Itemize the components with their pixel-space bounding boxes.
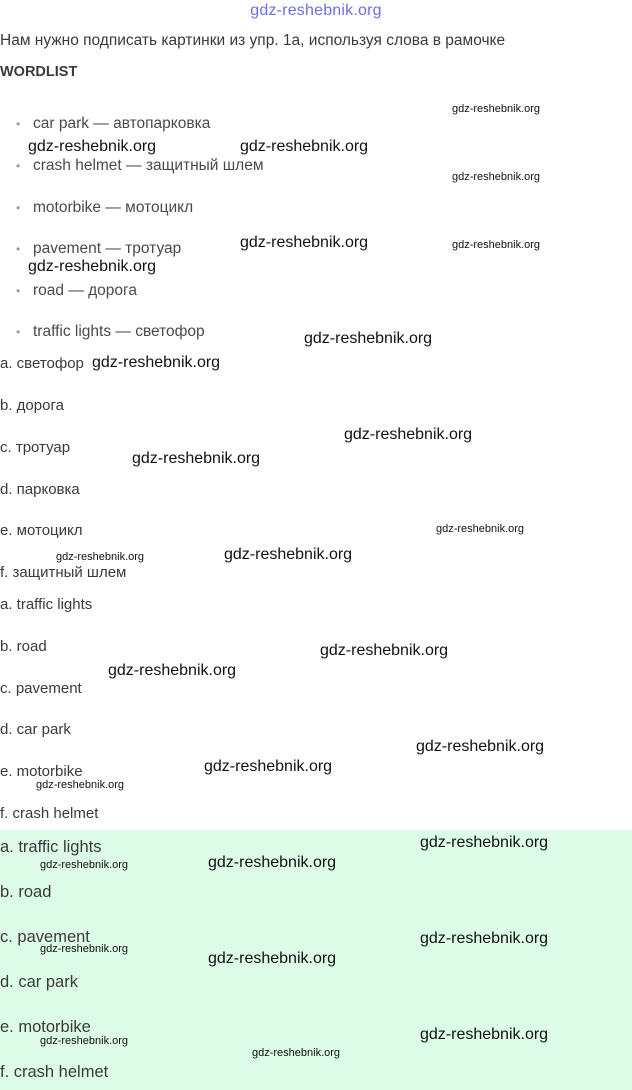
watermark: gdz-reshebnik.org: [252, 1047, 341, 1059]
watermark: gdz-reshebnik.org: [240, 234, 369, 251]
answer-item: e. мотоцикл: [0, 522, 83, 539]
watermark: gdz-reshebnik.org: [40, 859, 129, 871]
watermark: gdz-reshebnik.org: [420, 930, 549, 947]
watermark: gdz-reshebnik.org: [436, 523, 525, 535]
answer-item: c. pavement: [0, 680, 82, 697]
watermark: gdz-reshebnik.org: [208, 950, 337, 967]
answer-item: f. crash helmet: [0, 1063, 109, 1081]
watermark: gdz-reshebnik.org: [304, 330, 433, 347]
watermark: gdz-reshebnik.org: [36, 779, 125, 791]
watermark: gdz-reshebnik.org: [132, 450, 261, 467]
watermark: gdz-reshebnik.org: [224, 546, 353, 563]
watermark: gdz-reshebnik.org: [452, 103, 541, 115]
site-header-link[interactable]: gdz-reshebnik.org: [250, 2, 382, 19]
wordlist-item: • motorbike — мотоцикл: [16, 199, 194, 216]
bullet-icon: •: [16, 201, 21, 215]
answer-item: b. road: [0, 638, 47, 655]
wordlist-item: • road — дорога: [16, 282, 137, 299]
wordlist-item: • crash helmet — защитный шлем: [16, 157, 264, 174]
watermark: gdz-reshebnik.org: [40, 1035, 129, 1047]
answer-item: e. motorbike: [0, 1018, 91, 1036]
watermark: gdz-reshebnik.org: [344, 426, 473, 443]
watermark: gdz-reshebnik.org: [420, 1026, 549, 1043]
bullet-icon: •: [16, 242, 21, 256]
watermark: gdz-reshebnik.org: [452, 171, 541, 183]
answer-item: f. crash helmet: [0, 805, 99, 822]
watermark: gdz-reshebnik.org: [92, 354, 221, 371]
watermark: gdz-reshebnik.org: [452, 239, 541, 251]
watermark: gdz-reshebnik.org: [28, 258, 157, 275]
bullet-icon: •: [16, 325, 21, 339]
watermark: gdz-reshebnik.org: [420, 834, 549, 851]
watermark: gdz-reshebnik.org: [108, 662, 237, 679]
watermark: gdz-reshebnik.org: [40, 943, 129, 955]
bullet-icon: •: [16, 284, 21, 298]
watermark: gdz-reshebnik.org: [416, 738, 545, 755]
answer-item: c. тротуар: [0, 439, 71, 456]
watermark: gdz-reshebnik.org: [28, 138, 157, 155]
wordlist-item: • traffic lights — светофор: [16, 323, 205, 340]
watermark: gdz-reshebnik.org: [56, 551, 145, 563]
wordlist-title: WORDLIST: [0, 64, 78, 80]
answer-item: b. дорога: [0, 397, 64, 414]
watermark: gdz-reshebnik.org: [240, 138, 369, 155]
wordlist-item: • car park — автопарковка: [16, 115, 211, 132]
answer-item: e. motorbike: [0, 763, 83, 780]
answer-item: c. pavement: [0, 928, 90, 946]
answer-item: d. парковка: [0, 481, 80, 498]
answer-item: b. road: [0, 883, 52, 901]
watermark: gdz-reshebnik.org: [208, 854, 337, 871]
answer-item: f. защитный шлем: [0, 564, 127, 581]
answer-item: a. traffic lights: [0, 596, 93, 613]
watermark: gdz-reshebnik.org: [320, 642, 449, 659]
answer-item: d. car park: [0, 973, 78, 991]
task-description: Нам нужно подписать картинки из упр. 1a, используя слова в рамочке: [0, 32, 506, 49]
answer-item: a. светофор: [0, 355, 84, 372]
wordlist-item: • pavement — тротуар: [16, 240, 182, 257]
bullet-icon: •: [16, 159, 21, 173]
bullet-icon: •: [16, 117, 21, 131]
answer-item: a. traffic lights: [0, 838, 102, 856]
watermark: gdz-reshebnik.org: [204, 758, 333, 775]
answer-item: d. car park: [0, 721, 71, 738]
